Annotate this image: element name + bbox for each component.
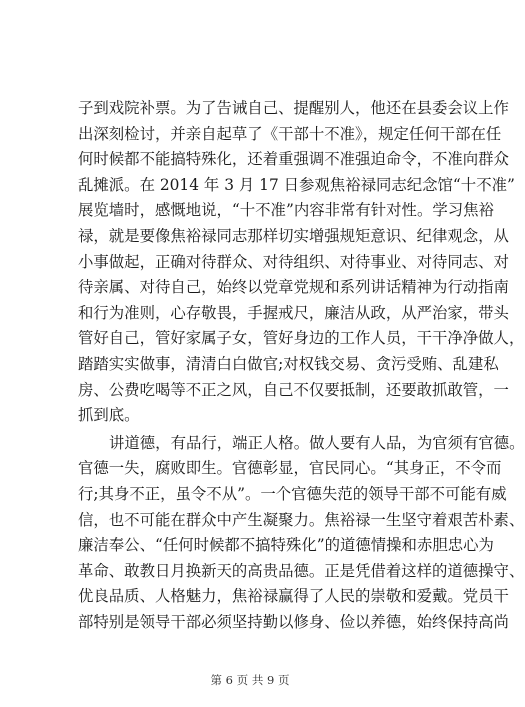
text-line: 优良品质、人格魅力，焦裕禄赢得了人民的崇敬和爱戴。党员干	[78, 587, 509, 606]
text-line: 何时候都不能搞特殊化，还着重强调不准强迫命令，不准向群众	[78, 150, 509, 169]
text-line: 管好自己，管好家属子女，管好身边的工作人员，干干净净做人，	[78, 329, 525, 348]
text-line: 行;其身不正，虽令不从”。一个官德失范的领导干部不可能有威	[78, 484, 507, 503]
paragraph-1	[78, 96, 525, 429]
text-line: 小事做起，正确对待群众、对待组织、对待事业、对待同志、对	[78, 252, 509, 271]
text-line: 展览墙时，感慨地说，“十不准”内容非常有针对性。学习焦裕	[78, 201, 494, 220]
text-line: 革命、敢教日月换新天的高贵品德。正是凭借着这样的道德操守、	[78, 561, 525, 580]
text-line: 部特别是领导干部必须坚持勤以修身、俭以养德，始终保持高尚	[78, 612, 509, 631]
page-footer: 第 6 页 共 9 页	[210, 673, 290, 687]
text-line: 讲道德，有品行，端正人格。做人要有人品，为官须有官德。	[109, 433, 525, 452]
text-line: 信，也不可能在群众中产生凝聚力。焦裕禄一生坚守着艰苦朴素、	[78, 510, 525, 529]
text-line: 禄，就是要像焦裕禄同志那样切实增强规矩意识、纪律观念，从	[78, 226, 509, 245]
text-line: 出深刻检讨，并亲自起草了《干部十不准》，规定任何干部在任	[78, 124, 502, 143]
text-line: 踏踏实实做事，清清白白做官;对权钱交易、贪污受贿、乱建私	[78, 354, 499, 373]
text-line: 待亲属、对待自己，始终以党章党规和系列讲话精神为行动指南	[78, 278, 509, 297]
text-line: 抓到底。	[78, 406, 140, 425]
text-line: 官德一失，腐败即生。官德彰显，官民同心。“其身正，不令而	[78, 459, 502, 478]
body-text	[78, 96, 525, 635]
text-line: 乱摊派。在 2014 年 3 月 17 日参观焦裕禄同志纪念馆“十不准”	[78, 175, 515, 194]
text-line: 和行为准则，心存敬畏，手握戒尺，廉洁从政，从严治家，带头	[78, 303, 509, 322]
text-line: 房、公费吃喝等不正之风，自己不仅要抵制，还要敢抓敢管，一	[78, 380, 509, 399]
paragraph-2	[78, 431, 525, 636]
text-line: 廉洁奉公、“任何时候都不搞特殊化”的道德情操和赤胆忠心为	[78, 536, 494, 555]
text-line: 子到戏院补票。为了告诫自己、提醒别人，他还在县委会议上作	[78, 99, 509, 117]
